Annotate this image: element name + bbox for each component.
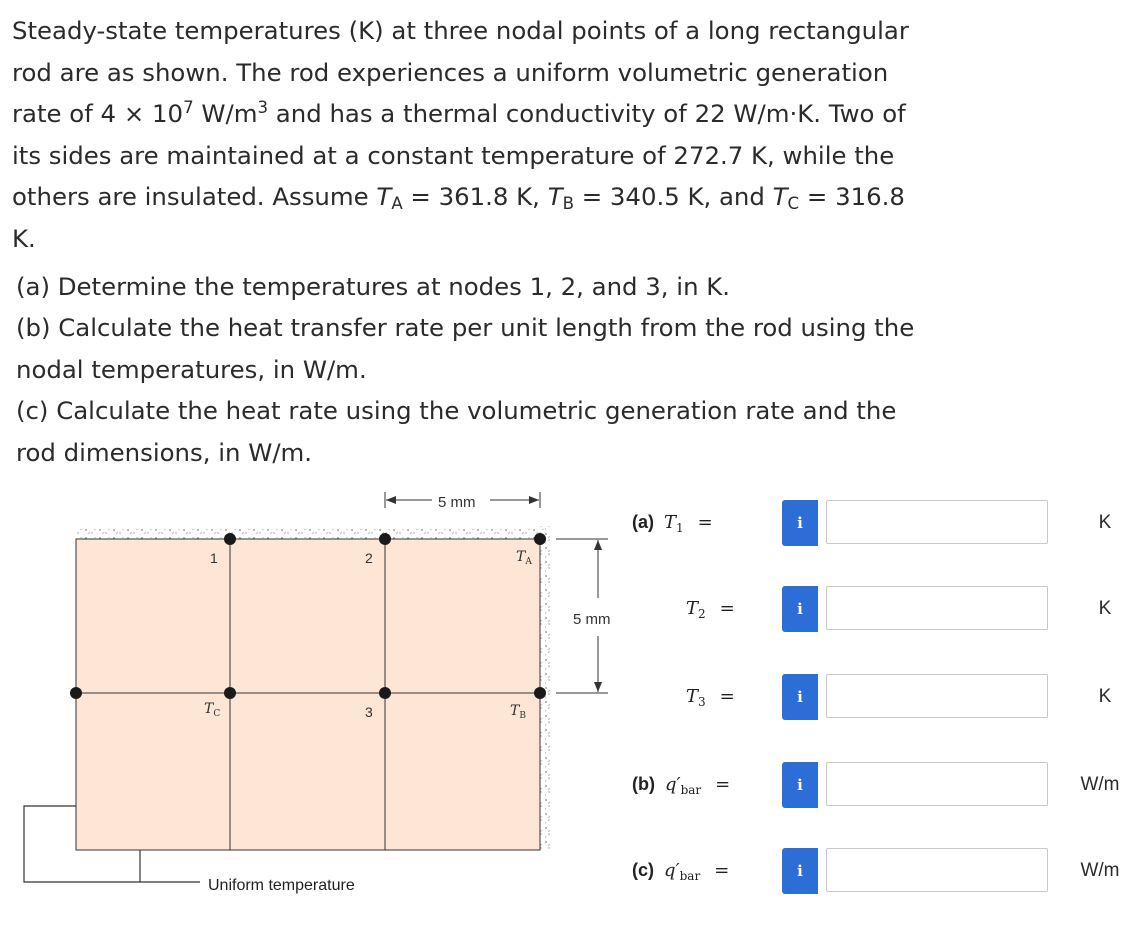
answer-label-qbar-c: [632, 860, 792, 888]
answer-row-qbar-b: [0, 762, 1146, 808]
intro-line-3-rest: and has a thermal conductivity of 22 W/m·K. Two of: [268, 99, 906, 129]
part-c-text-line-2: rod dimensions, in W/m.: [16, 437, 313, 467]
equals-sign: =: [719, 598, 735, 619]
answer-row-qbar-c: [0, 848, 1146, 894]
ta-symbol: T: [376, 182, 392, 212]
answer-label-qbar-b: [632, 774, 792, 802]
part-c-text-line-1: (c) Calculate the heat rate using the volumetric generation rate and the: [16, 396, 897, 426]
answer-label-t3: [686, 686, 846, 714]
problem-parts: [16, 266, 1012, 474]
assume-prefix: others are insulated. Assume: [12, 182, 377, 212]
intro-line-4: its sides are maintained at a constant temperature of 272.7 K, while the: [12, 140, 895, 170]
t2-symbol: T: [686, 598, 699, 619]
qbar-symbol: q′: [664, 774, 681, 795]
t1-symbol: T: [664, 512, 677, 533]
qbar-c-input[interactable]: [826, 848, 1048, 892]
generation-rate-unit: W/m: [193, 99, 258, 129]
t1-subscript: 1: [676, 521, 684, 535]
t1-unit: K: [1098, 512, 1112, 533]
t2-input[interactable]: [826, 586, 1048, 630]
problem-statement: [12, 10, 1012, 474]
t3-unit: K: [1098, 686, 1112, 707]
tc-subscript: C: [787, 194, 800, 214]
part-a-text: (a) Determine the temperatures at nodes 1, 2, and 3, in K.: [16, 271, 731, 301]
tc-label: $T_C$: [204, 701, 221, 719]
answer-label-t2: [686, 598, 846, 626]
equals-sign: =: [714, 860, 730, 881]
node-1-label: 1: [210, 550, 218, 566]
qbar-subscript: bar: [679, 869, 701, 883]
generation-rate-exponent: 7: [183, 98, 194, 118]
answer-row-t1: [0, 500, 1146, 546]
t3-symbol: T: [686, 686, 699, 707]
t2-subscript: 2: [698, 607, 706, 621]
info-button-qbar-b[interactable]: i: [782, 762, 818, 808]
equals-sign: =: [719, 686, 735, 707]
tb-value: = 340.5 K, and: [573, 182, 773, 212]
tb-label: $T_B$: [510, 703, 526, 721]
part-b-text-line-1: (b) Calculate the heat transfer rate per unit length from the rod using the: [16, 313, 915, 343]
tc-value: = 316.8: [799, 182, 905, 212]
node-3-label: 3: [365, 704, 373, 720]
equals-sign: =: [715, 774, 731, 795]
info-button-t2[interactable]: i: [782, 586, 818, 632]
qbar-subscript: bar: [680, 783, 702, 797]
tb-subscript: B: [562, 194, 574, 214]
problem-intro: [12, 10, 1012, 260]
tc-symbol: T: [772, 182, 788, 212]
qbar-c-unit: W/m: [1080, 860, 1120, 881]
generation-rate-text: rate of 4 × 10: [12, 99, 184, 129]
qbar-b-unit: W/m: [1080, 774, 1120, 795]
part-b-label: (b): [632, 774, 655, 794]
answer-row-t2: [0, 586, 1146, 632]
t2-unit: K: [1098, 598, 1112, 619]
part-b-text-line-2: nodal temperatures, in W/m.: [16, 354, 367, 384]
equals-sign: =: [697, 512, 713, 533]
tb-symbol: T: [547, 182, 563, 212]
ta-value: = 361.8 K,: [402, 182, 548, 212]
ta-subscript: A: [391, 194, 403, 214]
qbar-b-input[interactable]: [826, 762, 1048, 806]
part-a-label: (a): [632, 512, 654, 532]
t3-subscript: 3: [698, 695, 706, 709]
intro-line-2: rod are as shown. The rod experiences a uniform volumetric generation: [12, 57, 889, 87]
uniform-temperature-label: Uniform temperature: [208, 877, 355, 894]
answer-label-t1: [632, 512, 792, 540]
info-button-qbar-c[interactable]: i: [782, 848, 818, 894]
qbar-symbol: q′: [664, 860, 680, 881]
intro-line-1: Steady-state temperatures (K) at three nodal points of a long rectangular: [12, 16, 909, 45]
generation-rate-unit-exponent: 3: [257, 98, 269, 118]
top-dimension-label: 5 mm: [438, 494, 476, 511]
info-button-t3[interactable]: i: [782, 674, 818, 720]
ta-label: $T_A$: [516, 549, 532, 567]
t1-input[interactable]: [826, 500, 1048, 544]
node-2-label: 2: [365, 550, 373, 566]
answer-row-t3: [0, 674, 1146, 720]
t3-input[interactable]: [826, 674, 1048, 718]
assume-end: K.: [12, 223, 36, 253]
info-button-t1[interactable]: i: [782, 500, 818, 546]
right-dimension-label: 5 mm: [573, 611, 611, 628]
part-c-label: (c): [632, 860, 654, 880]
